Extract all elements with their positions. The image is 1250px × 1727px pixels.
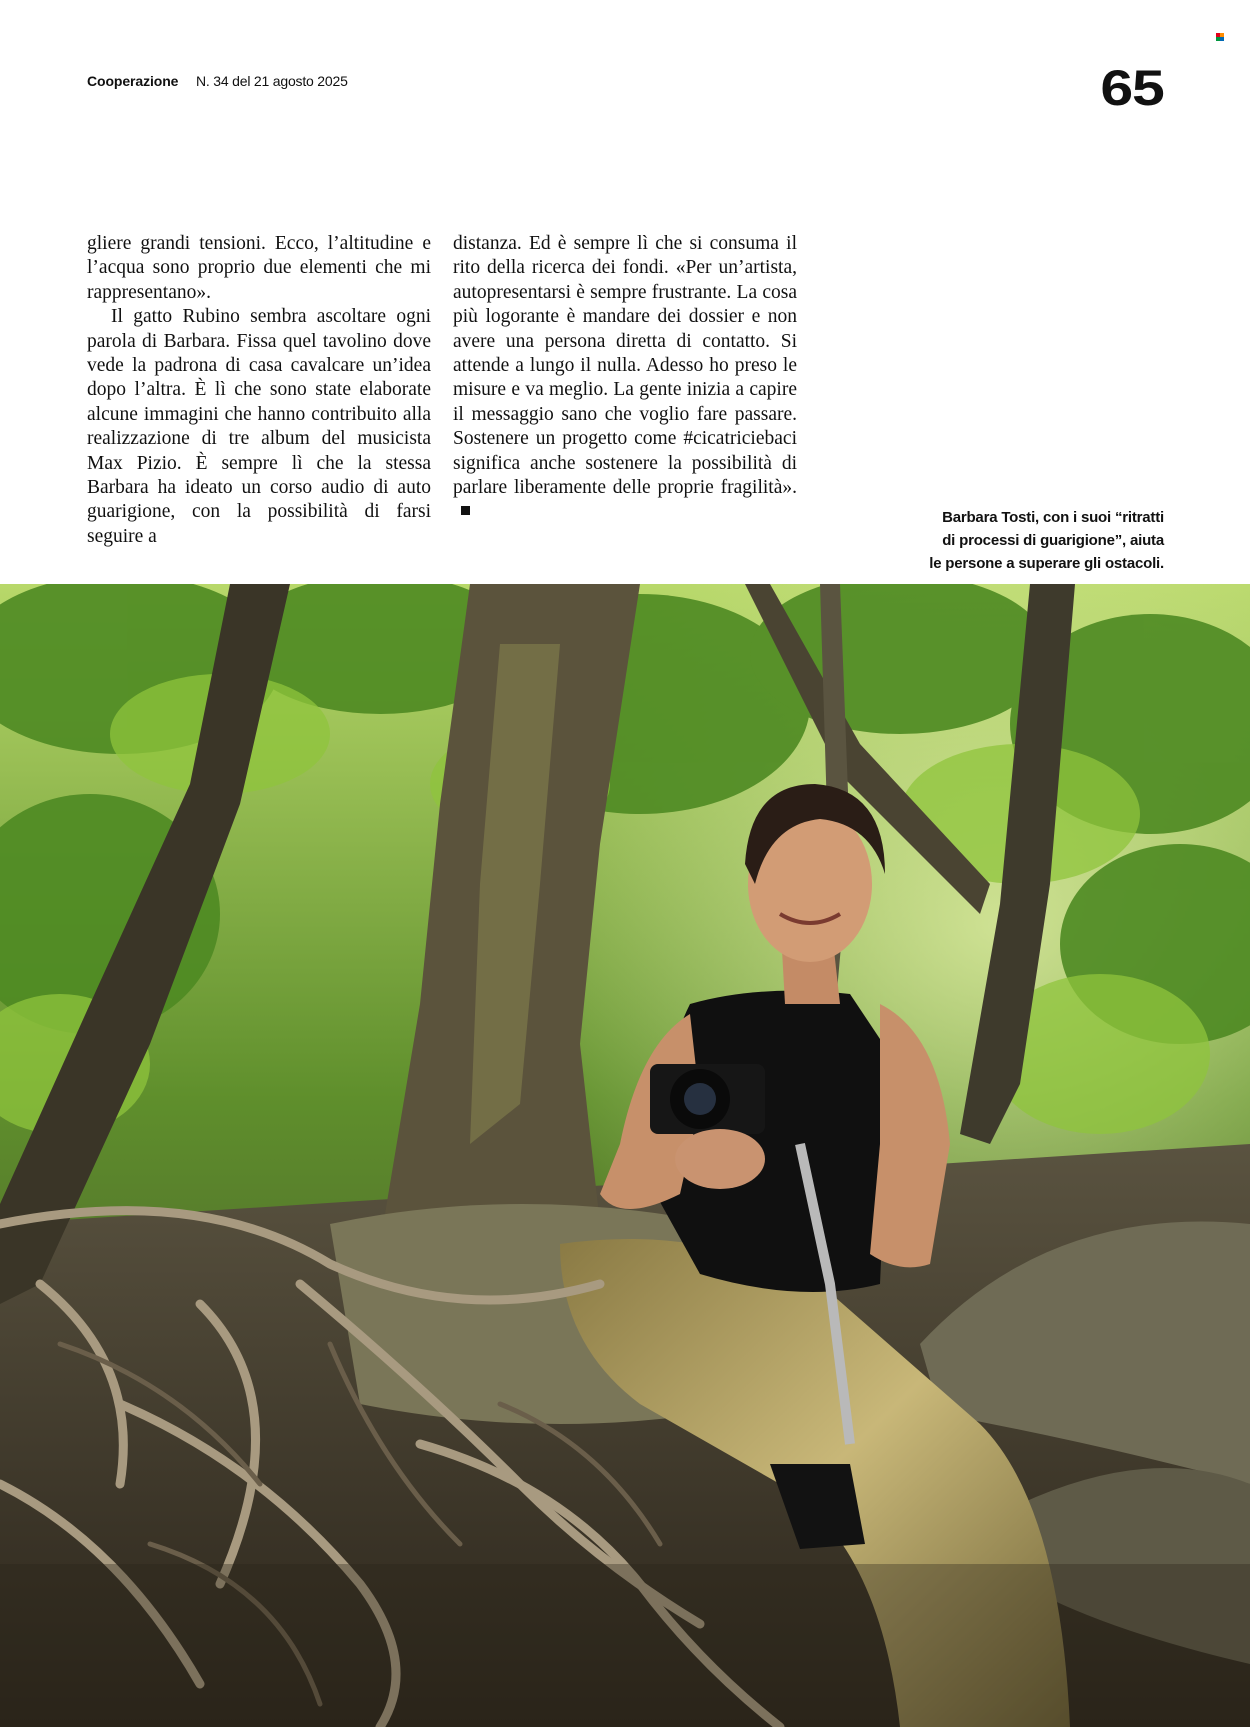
article-column-2 <box>453 232 797 525</box>
page-number: 65 <box>1100 60 1164 116</box>
paragraph: gliere grandi tensioni. Ecco, l’altitudine e l’acqua sono proprio due elementi che mi rappresentano». <box>87 233 431 303</box>
publisher-logo-icon <box>1216 33 1224 41</box>
caption-line: di processi di guarigione”, aiuta <box>942 532 1164 549</box>
paragraph <box>453 232 797 525</box>
publication-name: Cooperazione <box>87 73 179 89</box>
caption-line: le persone a superare gli ostacoli. <box>929 555 1164 572</box>
issue-info: N. 34 del 21 agosto 2025 <box>196 73 348 89</box>
paragraph-text: distanza. Ed è sempre lì che si consuma il rito della ricerca dei fondi. «Per un’artista, autopresentarsi è sempre frustrante. La cosa più logorante è mandare dei dossier e non avere una persona diretta di contatto. Si attende a lungo il nulla. Adesso ho preso le misure e va meglio. La gente inizia a capire il messaggio sano che voglio fare passare. Sostenere un progetto come #cicatriciebaci significa anche sostenere la possibilità di parlare liberamente delle proprie fragilità». <box>453 233 797 499</box>
portrait-photo <box>0 584 1250 1727</box>
end-of-article-icon <box>461 506 470 515</box>
photo-caption <box>864 506 1164 575</box>
article-column-1 <box>87 232 431 549</box>
caption-line: Barbara Tosti, con i suoi “ritratti <box>942 509 1164 526</box>
paragraph: Il gatto Rubino sembra ascoltare ogni parola di Barbara. Fissa quel tavolino dove vede la padrona di casa cavalcare un’idea dopo l’altra. È lì che sono state elaborate alcune immagini che hanno contribuito alla realizzazione di tre album del musicista Max Pizio. È sempre lì che la stessa Barbara ha ideato un corso audio di auto guarigione, con la possibilità di farsi seguire a <box>87 306 431 547</box>
